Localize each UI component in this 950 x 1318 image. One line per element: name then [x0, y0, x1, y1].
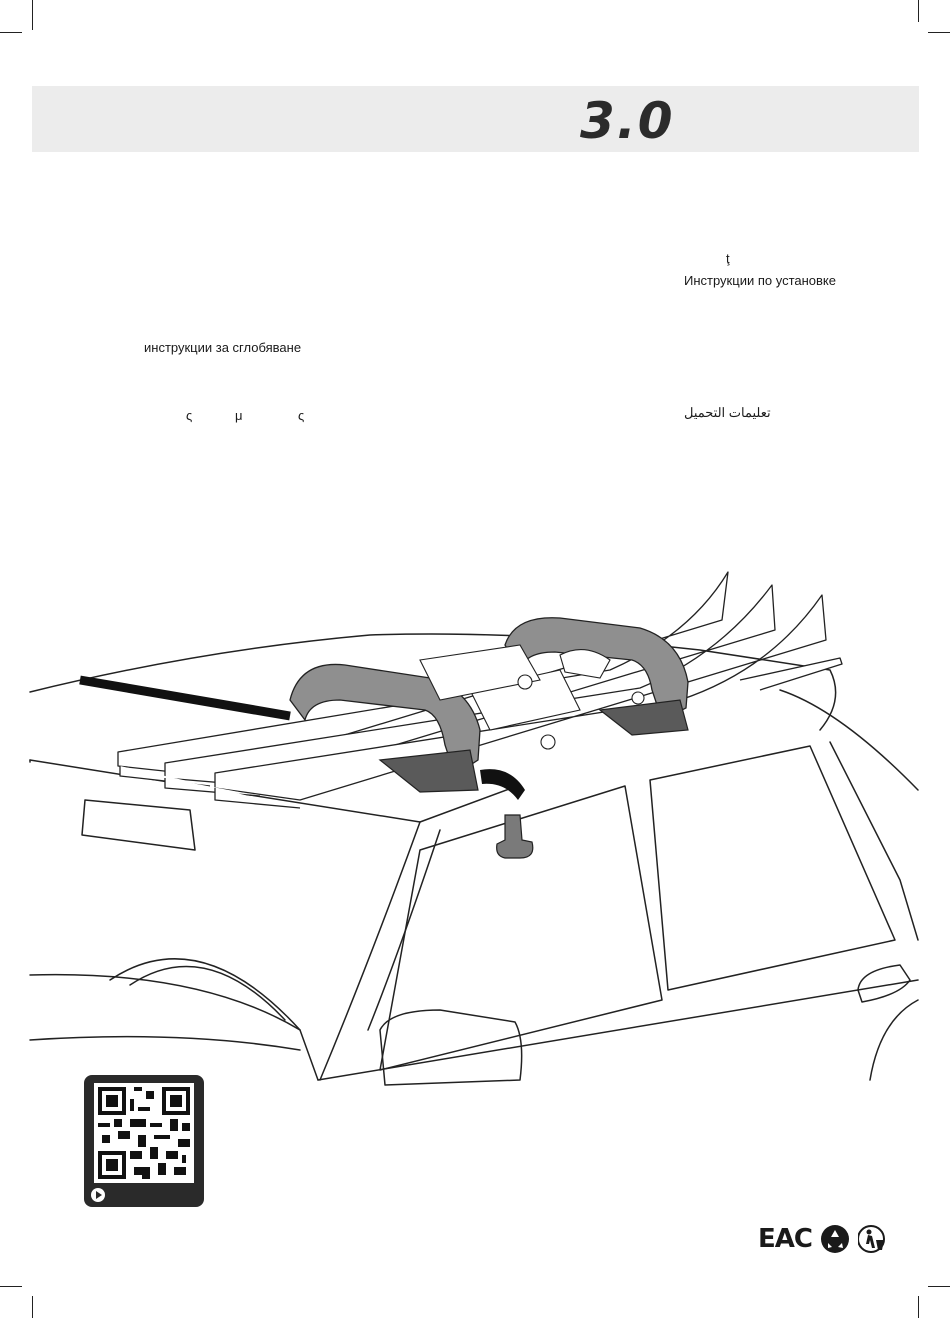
mirror-left [82, 800, 195, 850]
qr-code-card[interactable] [84, 1075, 204, 1207]
crop-mark-top-left-v [32, 0, 33, 30]
qr-code-pattern [94, 1083, 194, 1183]
tidyman-icon [858, 1224, 888, 1254]
crop-mark-bottom-right-v [918, 1296, 919, 1318]
recycle-icon [820, 1224, 850, 1254]
play-icon[interactable] [91, 1188, 105, 1202]
door-handle [858, 965, 910, 1002]
roof-rail-strap [80, 680, 290, 716]
crop-mark-top-right-v [918, 0, 919, 22]
lang-label-el-3: ς [298, 408, 305, 423]
side-mirror [380, 1010, 522, 1085]
certification-marks [758, 1224, 888, 1254]
crop-mark-bottom-right-h [928, 1286, 950, 1287]
title-banner [32, 86, 919, 152]
lang-label-ru: Инструкции по установке [684, 273, 836, 288]
wheel-arch [110, 959, 300, 1030]
mounting-strap [480, 769, 525, 800]
windshield [320, 822, 420, 1080]
crop-mark-bottom-left-v [32, 1296, 33, 1318]
lang-label-ar: تعليمات التحميل [684, 405, 771, 420]
crop-mark-bottom-left-h [0, 1286, 22, 1287]
version-logo: 3.0 [580, 92, 675, 150]
strap-handle [497, 815, 533, 858]
lang-label-ro: ţ [726, 251, 730, 266]
eac-mark: EAC [758, 1224, 812, 1254]
lang-label-bg: инструкции за сглобяване [144, 340, 302, 355]
lang-label-el-1: ς [186, 408, 193, 423]
crop-mark-top-left-h [0, 32, 22, 33]
crop-mark-top-right-h [928, 32, 950, 33]
rear-side-window [650, 746, 895, 990]
lang-label-el-2: μ [235, 408, 243, 423]
qr-code[interactable] [94, 1083, 194, 1183]
